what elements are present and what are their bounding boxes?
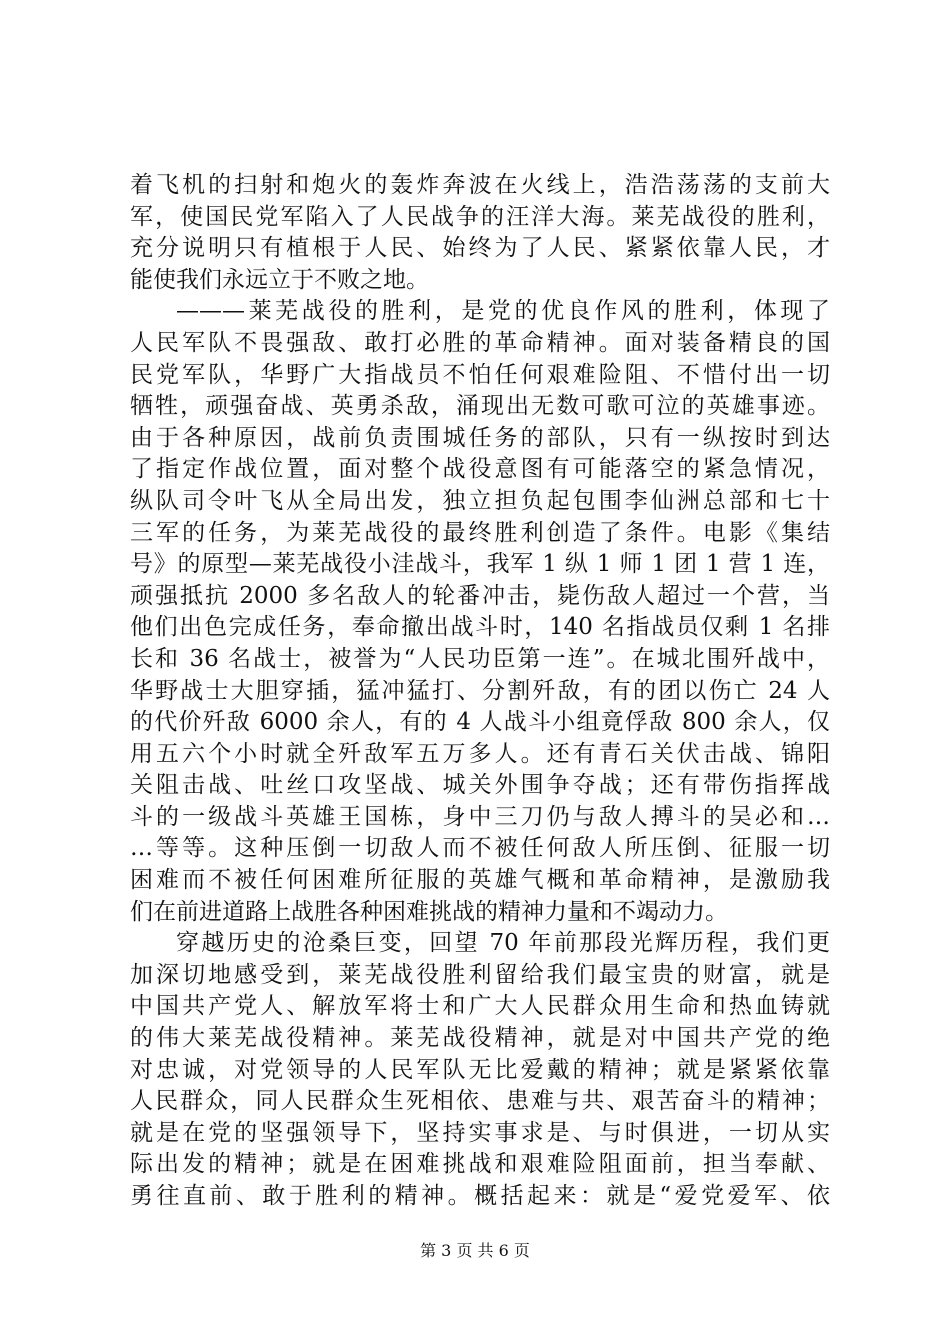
page-footer: 第 3 页 共 6 页 [420,1241,530,1260]
text-line: 中国共产党人、解放军将士和广大人民群众用生命和热血铸就 [130,993,830,1020]
text-line: 着飞机的扫射和炮火的轰炸奔波在火线上，浩浩荡荡的支前大 [130,172,830,198]
text-line: 人民群众，同人民群众生死相依、患难与共、艰苦奋斗的精神； [130,1088,830,1115]
text-line: 纵队司令叶飞从全局出发，独立担负起包围李仙洲总部和七十 [130,487,830,514]
text-line: 了指定作战位置，面对整个战役意图有可能落空的紧急情况， [130,456,830,483]
text-line: 的代价歼敌 6000 余人，有的 4 人战斗小组竟俘敌 800 余人，仅 [130,709,830,736]
text-line: ———莱芜战役的胜利，是党的优良作风的胜利，体现了 [176,298,830,325]
text-line: 加深切地感受到，莱芜战役胜利留给我们最宝贵的财富，就是 [130,961,830,988]
text-line: 由于各种原因，战前负责围城任务的部队，只有一纵按时到达 [130,424,830,451]
text-line: 顽强抵抗 2000 多名敌人的轮番冲击，毙伤敌人超过一个营，当 [130,582,830,609]
text-line: 三军的任务，为莱芜战役的最终胜利创造了条件。电影《集结 [130,519,830,546]
text-line: 充分说明只有植根于人民、始终为了人民、紧紧依靠人民，才 [130,235,830,262]
text-line: 长和 36 名战士，被誉为“人民功臣第一连”。在城北围歼战中， [130,645,830,672]
text-line: 能使我们永远立于不败之地。 [130,266,429,293]
text-line: 困难而不被任何困难所征服的英雄气概和革命精神，是激励我 [130,867,830,894]
text-line: 勇往直前、敢于胜利的精神。概括起来：就是“爱党爱军、依 [130,1183,830,1209]
text-line: 军，使国民党军陷入了人民战争的汪洋大海。莱芜战役的胜利， [130,203,830,230]
text-line: 号》的原型—莱芜战役小洼战斗，我军 1 纵 1 师 1 团 1 营 1 连， [130,551,830,578]
text-line: 对忠诚，对党领导的人民军队无比爱戴的精神；就是紧紧依靠 [130,1056,830,1083]
text-line: 华野战士大胆穿插，猛冲猛打、分割歼敌，有的团以伤亡 24 人 [130,677,830,704]
text-line: 牺牲，顽强奋战、英勇杀敌，涌现出无数可歌可泣的英雄事迹。 [130,393,830,420]
text-line: 斗的一级战斗英雄王国栋，身中三刀仍与敌人搏斗的吴必和… [130,803,830,830]
body-text [130,170,830,1213]
text-line: 际出发的精神；就是在困难挑战和艰难险阻面前，担当奉献、 [130,1151,830,1178]
text-line: 民党军队，华野广大指战员不怕任何艰难险阻、不惜付出一切 [130,361,830,388]
text-line: 他们出色完成任务，奉命撤出战斗时，140 名指战员仅剩 1 名排 [130,614,830,641]
text-line: 关阻击战、吐丝口攻坚战、城关外围争夺战；还有带伤指挥战 [130,772,830,799]
text-line: …等等。这种压倒一切敌人而不被任何敌人所压倒、征服一切 [130,835,830,862]
text-line: 用五六个小时就全歼敌军五万多人。还有青石关伏击战、锦阳 [130,740,830,767]
text-line: 的伟大莱芜战役精神。莱芜战役精神，就是对中国共产党的绝 [130,1025,830,1052]
text-line: 就是在党的坚强领导下，坚持实事求是、与时俱进，一切从实 [130,1119,830,1146]
text-line: 穿越历史的沧桑巨变，回望 70 年前那段光辉历程，我们更 [176,930,830,957]
text-line: 们在前进道路上战胜各种困难挑战的精神力量和不竭动力。 [130,898,728,925]
text-line: 人民军队不畏强敌、敢打必胜的革命精神。面对装备精良的国 [130,329,830,356]
